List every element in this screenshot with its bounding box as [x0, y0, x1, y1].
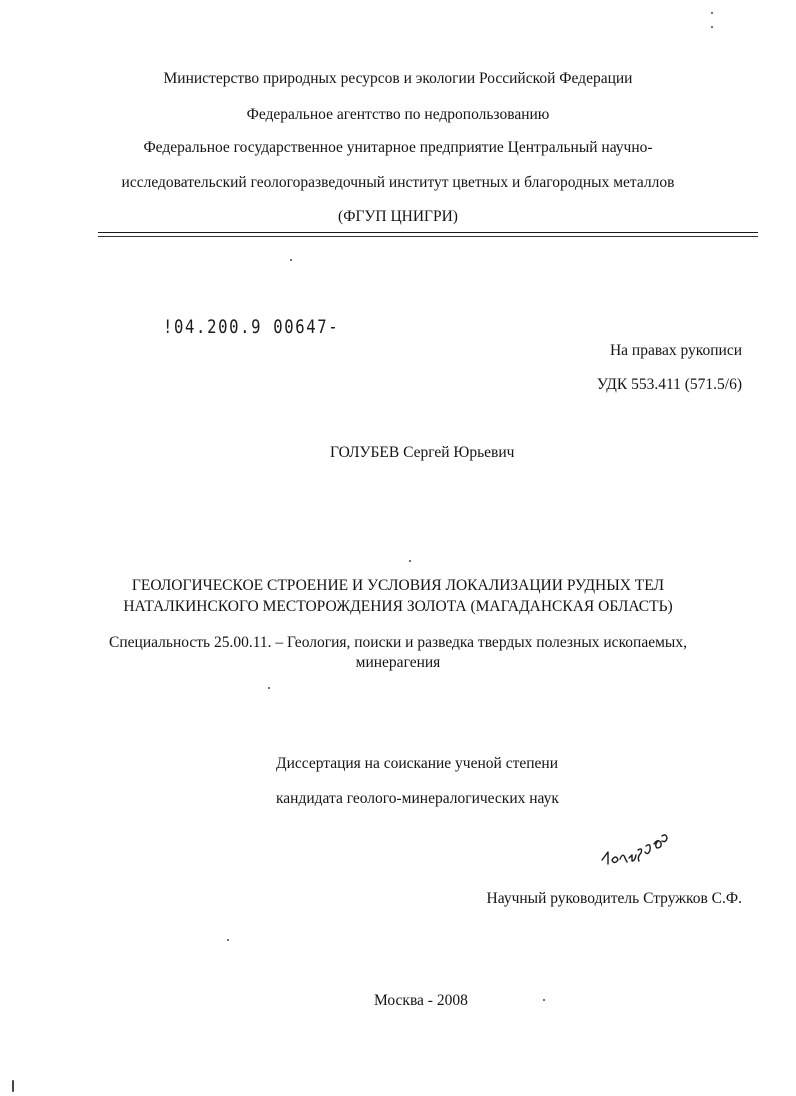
dissertation-line1: Диссертация на соискание ученой степени	[276, 755, 558, 772]
handwritten-signature	[596, 824, 676, 870]
scan-speck	[227, 939, 229, 941]
udk-code: УДК 553.411 (571.5/6)	[596, 376, 742, 393]
enterprise-name-line1: Федеральное государственное унитарное предприятие Центральный научно-	[143, 139, 653, 156]
agency-name: Федеральное агентство по недропользованию	[246, 106, 550, 123]
scan-speck	[711, 26, 713, 28]
scan-speck	[409, 560, 411, 562]
place-and-year: Москва - 2008	[374, 992, 468, 1009]
author-name: ГОЛУБЕВ Сергей Юрьевич	[330, 444, 515, 461]
thesis-title-line2: НАТАЛКИНСКОГО МЕСТОРОЖДЕНИЯ ЗОЛОТА (МАГАДАНСКАЯ ОБЛАСТЬ)	[123, 598, 673, 615]
header-divider	[98, 232, 758, 233]
specialty-line1: Специальность 25.00.11. – Геология, поиски и разведка твердых полезных ископаемых,	[109, 634, 687, 651]
registration-number-stamp: !04.200.9 00647-	[163, 316, 340, 338]
scan-edge-mark	[12, 1080, 14, 1092]
scientific-supervisor: Научный руководитель Стружков С.Ф.	[486, 890, 742, 907]
scan-speck	[543, 999, 545, 1001]
dissertation-line2: кандидата геолого-минералогических наук	[276, 790, 559, 807]
scan-speck	[268, 687, 270, 689]
thesis-title-line1: ГЕОЛОГИЧЕСКОЕ СТРОЕНИЕ И УСЛОВИЯ ЛОКАЛИЗАЦИИ РУДНЫХ ТЕЛ	[131, 577, 665, 594]
institute-abbreviation: (ФГУП ЦНИГРИ)	[338, 208, 458, 225]
ministry-name: Министерство природных ресурсов и экологии Российской Федерации	[163, 70, 633, 87]
enterprise-name-line2: исследовательский геологоразведочный институт цветных и благородных металлов	[121, 174, 675, 191]
scan-speck	[290, 259, 292, 261]
scan-speck	[711, 12, 713, 14]
header-divider-thin	[98, 236, 758, 237]
specialty-line2: минерагения	[355, 654, 441, 671]
manuscript-rights-note: На правах рукописи	[609, 342, 742, 359]
